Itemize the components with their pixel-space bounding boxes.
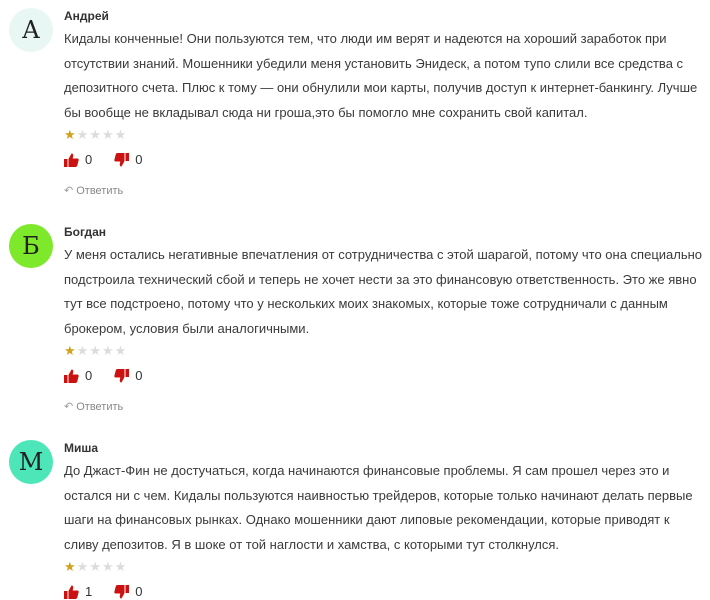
star-empty-icon: ★ — [76, 343, 89, 358]
star-rating — [64, 560, 126, 573]
reply-button[interactable] — [64, 400, 123, 413]
thumbs-down-icon — [114, 585, 129, 599]
reply-label: Ответить — [76, 184, 124, 197]
star-empty-icon: ★ — [101, 127, 114, 142]
like-count: 0 — [85, 152, 93, 167]
dislike-button[interactable] — [114, 584, 142, 599]
thumbs-up-icon — [64, 585, 79, 599]
reply-icon: ↶ — [64, 185, 74, 197]
comment-author: Андрей — [64, 9, 109, 23]
dislike-count: 0 — [135, 584, 143, 599]
comment-text: У меня остались негативные впечатления от сотрудничества с этой шарагой, потому что она специально подстроила технический сбой и теперь не хочет нести за это финансовую ответственность. Это же явно тут все подстроено, потому что у нескольких моих знакомых, которые тоже сотрудничали с данным брокером, условия были аналогичными. — [64, 247, 703, 336]
reply-label: Ответить — [76, 400, 124, 413]
votes — [64, 368, 164, 383]
star-filled-icon: ★ — [64, 559, 76, 574]
star-empty-icon: ★ — [89, 343, 101, 358]
star-empty-icon: ★ — [89, 127, 101, 142]
avatar-letter: М — [18, 448, 44, 476]
thumbs-up-icon — [64, 369, 79, 383]
votes — [64, 584, 164, 599]
star-empty-icon: ★ — [76, 127, 89, 142]
like-button[interactable] — [64, 584, 92, 599]
star-rating — [64, 128, 126, 141]
like-count: 1 — [85, 584, 93, 599]
votes — [64, 152, 164, 167]
reply-icon: ↶ — [64, 401, 74, 413]
star-empty-icon: ★ — [89, 559, 101, 574]
star-filled-icon: ★ — [64, 127, 76, 142]
like-button[interactable] — [64, 368, 92, 383]
avatar — [9, 8, 53, 52]
avatar — [9, 224, 53, 268]
star-filled-icon: ★ — [64, 343, 76, 358]
dislike-count: 0 — [135, 368, 143, 383]
like-button[interactable] — [64, 152, 92, 167]
comment-author: Богдан — [64, 225, 107, 239]
avatar-letter: А — [21, 16, 41, 44]
comment-text: До Джаст-Фин не достучаться, когда начинаются финансовые проблемы. Я сам прошел через это и остался ни с чем. Кидалы пользуются наивностью трейдеров, которые только начинают делать первые шаги на финансовых рынках. Однако мошенники дают липовые рекомендации, которые приводят к сливу депозитов. Я в шоке от той наглости и хамства, с которыми тут столкнулся. — [64, 463, 693, 552]
dislike-count: 0 — [135, 152, 143, 167]
star-empty-icon: ★ — [114, 559, 127, 574]
star-empty-icon: ★ — [101, 343, 114, 358]
thumbs-down-icon — [114, 369, 129, 383]
star-empty-icon: ★ — [76, 559, 89, 574]
dislike-button[interactable] — [114, 368, 142, 383]
star-rating — [64, 344, 126, 357]
comment-author: Миша — [64, 441, 99, 455]
star-empty-icon: ★ — [114, 343, 127, 358]
reply-button[interactable] — [64, 184, 123, 197]
star-empty-icon: ★ — [101, 559, 114, 574]
like-count: 0 — [85, 368, 93, 383]
comment-text: Кидалы конченные! Они пользуются тем, что люди им верят и надеются на хороший заработок при отсутствии знаний. Мошенники убедили меня установить Энидеск, а потом тупо слили все средства с депозитного счета. Плюс к тому — они обнулили мои карты, получив доступ к интернет-банкингу. Лучше бы вообще не вкладывал сюда ни гроша,это бы помогло мне сохранить свой капитал. — [64, 31, 698, 120]
thumbs-down-icon — [114, 153, 129, 167]
avatar — [9, 440, 53, 484]
star-empty-icon: ★ — [114, 127, 127, 142]
dislike-button[interactable] — [114, 152, 142, 167]
thumbs-up-icon — [64, 153, 79, 167]
avatar-letter: Б — [22, 232, 40, 260]
